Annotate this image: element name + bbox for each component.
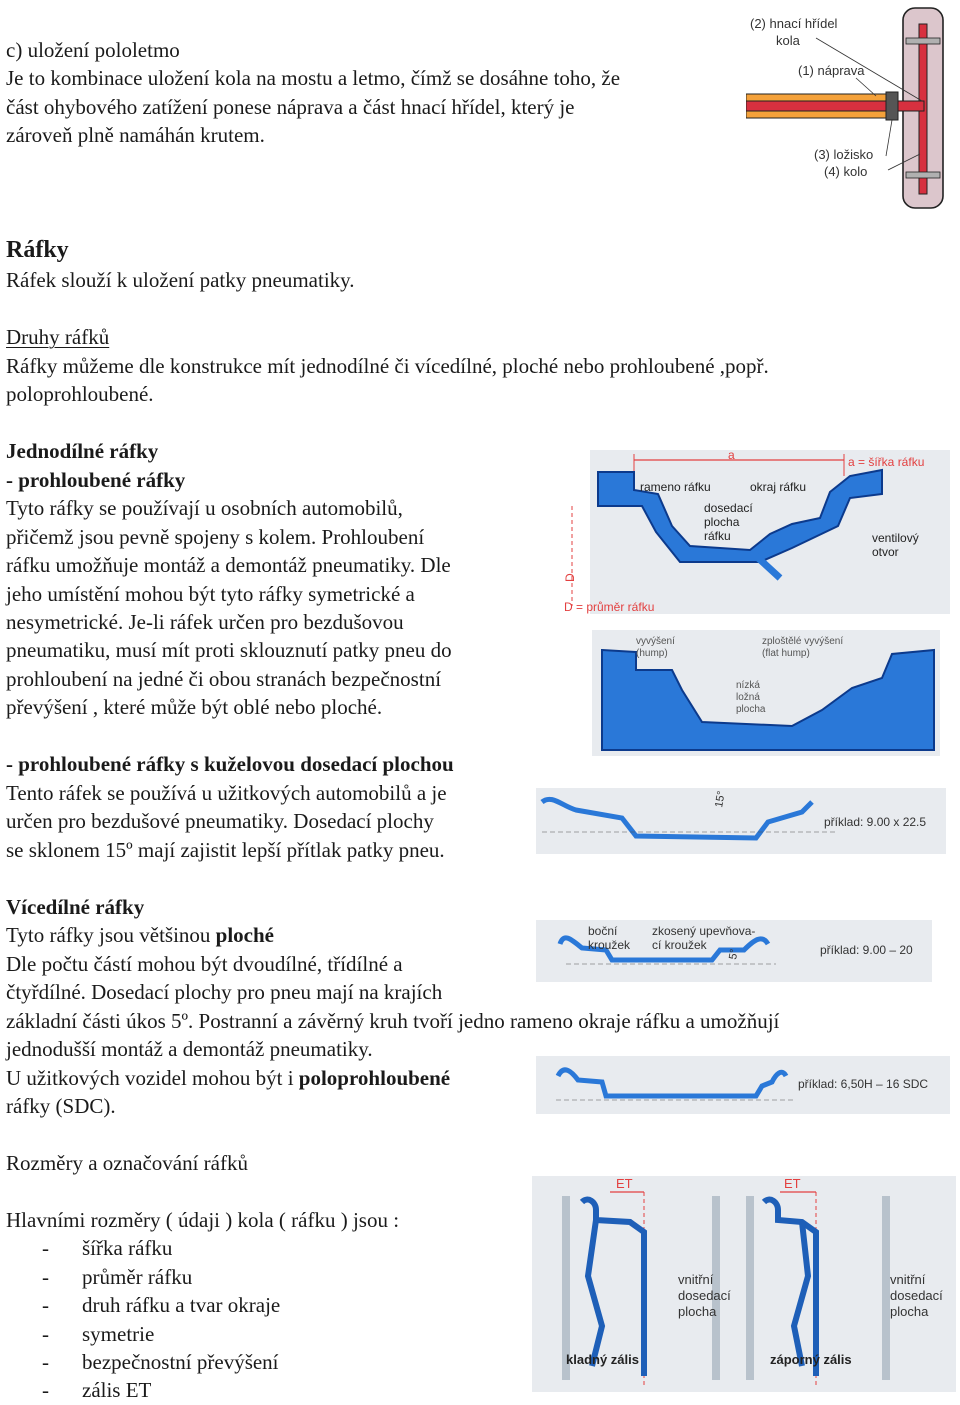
- section-c-heading: c) uložení pololetmo: [6, 38, 180, 62]
- paragraph-line: základní části úkos 5º. Postranní a závěrný kruh tvoří jedno rameno okraje ráfku a umožňují: [6, 1009, 780, 1033]
- paragraph-line: se sklonem 15º mají zajistit lepší přítlak patky pneu.: [6, 838, 445, 862]
- label-et-positive: ET: [616, 1176, 633, 1191]
- paragraph-line: pneumatiku, musí mít proti sklouznutí patky pneu do: [6, 638, 452, 662]
- label-seat-3: ráfku: [704, 529, 731, 543]
- paragraph-line: Dle počtu částí mohou být dvoudílné, třídílné a: [6, 952, 403, 976]
- rim-bottom: [906, 172, 940, 178]
- paragraph-line: Je to kombinace uložení kola na mostu a letmo, čímž se dosáhne toho, že: [6, 66, 621, 90]
- multi-piece-rim-diagram: [536, 920, 932, 984]
- list-dash: -: [42, 1350, 49, 1374]
- hump-rim-diagram: [592, 630, 942, 758]
- list-item: zális ET: [82, 1378, 152, 1402]
- label-hump-1: vyvýšení: [636, 636, 675, 647]
- label-seat-1: dosedací: [704, 501, 753, 515]
- label-a-definition: a = šířka ráfku: [848, 455, 925, 469]
- label-inner-seat-1: vnitřní: [890, 1272, 926, 1287]
- label-axle: (1) náprava: [798, 63, 865, 78]
- label-a: a: [728, 448, 735, 462]
- tyre-wall: [746, 1196, 754, 1380]
- label-side-ring-2: kroužek: [588, 938, 631, 952]
- dimensions-intro: Hlavními rozměry ( údaji ) kola ( ráfku ) jsou :: [6, 1208, 400, 1232]
- sdc-rim-diagram: [536, 1056, 950, 1116]
- drop-center-subheading: - prohloubené ráfky: [6, 468, 186, 492]
- list-item: symetrie: [82, 1322, 155, 1346]
- leader-line: [856, 78, 876, 96]
- list-dash: -: [42, 1293, 49, 1317]
- label-valve-2: otvor: [872, 545, 899, 559]
- label-edge: okraj ráfku: [750, 480, 807, 494]
- paragraph-line: nesymetrické. Je-li ráfek určen pro bezdušovou: [6, 610, 404, 634]
- leader-line: [886, 120, 892, 156]
- axle-diagram: [746, 4, 952, 214]
- list-dash: -: [42, 1265, 49, 1289]
- label-positive-offset: kladný zális: [566, 1352, 639, 1367]
- emphasis-text: poloprohloubené: [298, 1066, 451, 1090]
- label-low-3: plocha: [736, 704, 766, 715]
- list-item: průměr ráfku: [82, 1265, 193, 1289]
- paragraph-line: prohloubení na jedné či obou stranách bezpečnostní: [6, 667, 442, 691]
- label-flat-hump-2: (flat hump): [762, 648, 810, 659]
- label-et-negative: ET: [784, 1176, 801, 1191]
- example-label: příklad: 9.00 – 20: [820, 943, 913, 957]
- paragraph-line: přičemž jsou pevně spojeny s kolem. Prohloubení: [6, 525, 425, 549]
- rim-types-heading: Druhy ráfků: [6, 325, 110, 349]
- list-dash: -: [42, 1322, 49, 1346]
- label-side-ring-1: boční: [588, 924, 618, 938]
- rims-heading: Ráfky: [6, 237, 69, 263]
- list-item: šířka ráfku: [82, 1236, 173, 1260]
- one-piece-heading: Jednodílné ráfky: [6, 439, 159, 463]
- list-dash: -: [42, 1378, 49, 1402]
- paragraph-line: určen pro bezdušové pneumatiky. Dosedací plochy: [6, 809, 434, 833]
- list-item: bezpečnostní převýšení: [82, 1350, 279, 1374]
- list-item: druh ráfku a tvar okraje: [82, 1293, 281, 1317]
- drop-center-rim-diagram: [560, 446, 952, 622]
- label-15-degrees: 15°: [713, 790, 728, 809]
- paragraph-line: ráfky (SDC).: [6, 1094, 116, 1118]
- label-low-1: nízká: [736, 680, 760, 691]
- paragraph-line: část ohybového zatížení ponese náprava a část hnací hřídel, který je: [6, 95, 575, 119]
- paragraph-line: zároveň plně namáhán krutem.: [6, 123, 265, 147]
- label-negative-offset: záporný zális: [770, 1352, 852, 1367]
- label-inner-seat-2: dosedací: [678, 1288, 731, 1303]
- label-wheel: (4) kolo: [824, 164, 868, 179]
- offset-et-diagram: [532, 1176, 956, 1396]
- multi-piece-heading: Vícedílné ráfky: [6, 895, 145, 919]
- label-inner-seat-3: plocha: [678, 1304, 717, 1319]
- label-flange: rameno ráfku: [640, 480, 711, 494]
- label-d-definition: D = průměr ráfku: [564, 600, 655, 614]
- bearing: [886, 92, 898, 120]
- list-dash: -: [42, 1236, 49, 1260]
- paragraph-line: [6, 1064, 450, 1093]
- example-label: příklad: 6,50H – 16 SDC: [798, 1077, 929, 1091]
- paragraph-line: ráfku umožňuje montáž a demontáž pneumatiky. Dle: [6, 553, 451, 577]
- paragraph-line: převýšení , které může být oblé nebo ploché.: [6, 695, 383, 719]
- label-drive-shaft: (2) hnací hřídel: [750, 16, 838, 31]
- label-lock-ring-1: zkosený upevňova-: [652, 924, 756, 938]
- paragraph-line: čtyřdílné. Dosedací plochy pro pneu mají na krajích: [6, 980, 443, 1004]
- label-flat-hump-1: zploštělé vyvýšení: [762, 636, 844, 647]
- tyre-wall: [882, 1196, 890, 1380]
- paragraph-text: Tyto ráfky jsou většinou: [6, 923, 216, 947]
- label-d: D: [563, 573, 577, 582]
- label-inner-seat-1: vnitřní: [678, 1272, 714, 1287]
- label-drive-shaft-2: kola: [776, 33, 800, 48]
- label-inner-seat-3: plocha: [890, 1304, 929, 1319]
- label-valve-1: ventilový: [872, 531, 919, 545]
- label-low-2: ložná: [736, 692, 760, 703]
- paragraph-text: U užitkových vozidel mohou být i: [6, 1066, 299, 1090]
- paragraph-line: jednodušší montáž a demontáž pneumatiky.: [6, 1037, 373, 1061]
- label-inner-seat-2: dosedací: [890, 1288, 943, 1303]
- dimensions-heading: Rozměry a označování ráfků: [6, 1151, 248, 1175]
- conical-rim-diagram: [536, 788, 946, 856]
- conical-subheading: - prohloubené ráfky s kuželovou dosedací plochou: [6, 752, 454, 776]
- emphasis-text: ploché: [215, 923, 275, 947]
- paragraph-line: Ráfky můžeme dle konstrukce mít jednodílné či vícedílné, ploché nebo prohloubené ,popř.: [6, 354, 769, 378]
- label-bearing: (3) ložisko: [814, 147, 874, 162]
- label-hump-2: (hump): [636, 648, 668, 659]
- paragraph-line: [6, 921, 274, 950]
- paragraph-line: jeho umístění mohou být tyto ráfky symetrické a: [6, 582, 415, 606]
- label-seat-2: plocha: [704, 515, 740, 529]
- rim-top: [906, 38, 940, 44]
- label-lock-ring-2: cí kroužek: [652, 938, 707, 952]
- example-label: příklad: 9.00 x 22.5: [824, 815, 927, 829]
- paragraph-line: Tyto ráfky se používají u osobních automobilů,: [6, 496, 403, 520]
- label-5-degrees: 5°: [727, 948, 741, 961]
- paragraph-line: Tento ráfek se používá u užitkových automobilů a je: [6, 781, 447, 805]
- paragraph-line: poloprohloubené.: [6, 382, 154, 406]
- paragraph-line: Ráfek slouží k uložení patky pneumatiky.: [6, 268, 355, 292]
